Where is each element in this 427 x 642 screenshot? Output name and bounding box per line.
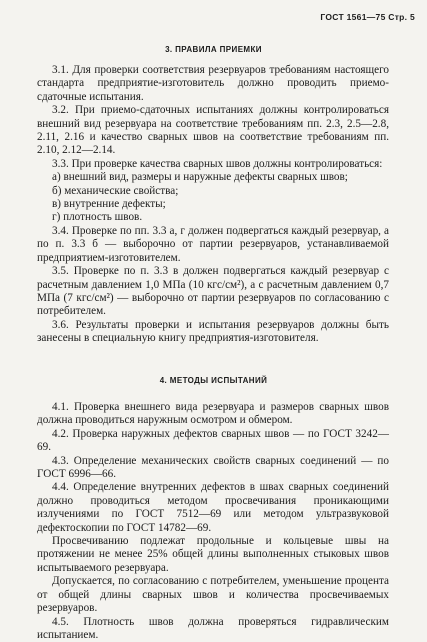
paragraph: 3.5. Проверке по п. 3.3 в должен подвергаться каждый резервуар с расчетным давлением 1,0 МПа (10 кгс/см²), а с расчетным давлением 0,7 МПа (7 кгс/см²) — выборочно от партии резервуаров по согласованию с потребителем. [37, 265, 389, 319]
paragraph: 3.6. Результаты проверки и испытания резервуаров должны быть занесены в специальную книгу предприятия-изготовителя. [37, 319, 389, 346]
section-title-acceptance: 3. ПРАВИЛА ПРИЕМКИ [0, 45, 427, 54]
paragraph: 3.1. Для проверки соответствия резервуаров требованиям настоящего стандарта предприятие-изготовитель должно проводить приемо-сдаточные испытания. [37, 64, 389, 104]
paragraph: 4.5. Плотность швов должна проверяться гидравлическим испытанием. [37, 616, 389, 642]
list-item: а) внешний вид, размеры и наружные дефекты сварных швов; [52, 171, 389, 184]
paragraph: 4.1. Проверка внешнего вида резервуара и размеров сварных швов должна проводиться наружным осмотром и обмером. [37, 401, 389, 428]
list-item: б) механические свойства; [52, 185, 389, 198]
paragraph: 3.4. Проверке по пп. 3.3 а, г должен подвергаться каждый резервуар, а по п. 3.3 б — выборочно от партии резервуаров, устанавливаемой предприятием-изготовителем. [37, 225, 389, 265]
section-body-acceptance [37, 64, 389, 346]
list-item: г) плотность швов. [52, 211, 389, 224]
paragraph: 3.2. При приемо-сдаточных испытаниях должны контролироваться внешний вид резервуара на соответствие требованиям пп. 2.3, 2.5—2.8, 2.11, 2.16 и качество сварных швов на соответствие требованиям пп. 2.10, 2.12—2.14. [37, 104, 389, 158]
paragraph: 4.3. Определение механических свойств сварных соединений — по ГОСТ 6996—66. [37, 455, 389, 482]
paragraph: 4.2. Проверка наружных дефектов сварных швов — по ГОСТ 3242—69. [37, 428, 389, 455]
paragraph: 4.4. Определение внутренних дефектов в швах сварных соединений должно проводиться методом просвечивания проникающими излучениями по ГОСТ 7512—69 или методом ультразвуковой дефектоскопии по ГОСТ 14782—69. [37, 481, 389, 535]
paragraph: Просвечиванию подлежат продольные и кольцевые швы на протяжении не менее 25% общей длины выполненных стыковых швов испытываемого резервуара. [37, 535, 389, 575]
section-title-test-methods: 4. МЕТОДЫ ИСПЫТАНИЙ [0, 376, 427, 385]
paragraph: 3.3. При проверке качества сварных швов должны контролироваться: [37, 158, 389, 171]
section-body-test-methods [37, 401, 389, 642]
page-header: ГОСТ 1561—75 Стр. 5 [320, 12, 415, 22]
list-item: в) внутренние дефекты; [52, 198, 389, 211]
paragraph: Допускается, по согласованию с потребителем, уменьшение процента от общей длины сварных швов и количества просвечиваемых резервуаров. [37, 575, 389, 615]
